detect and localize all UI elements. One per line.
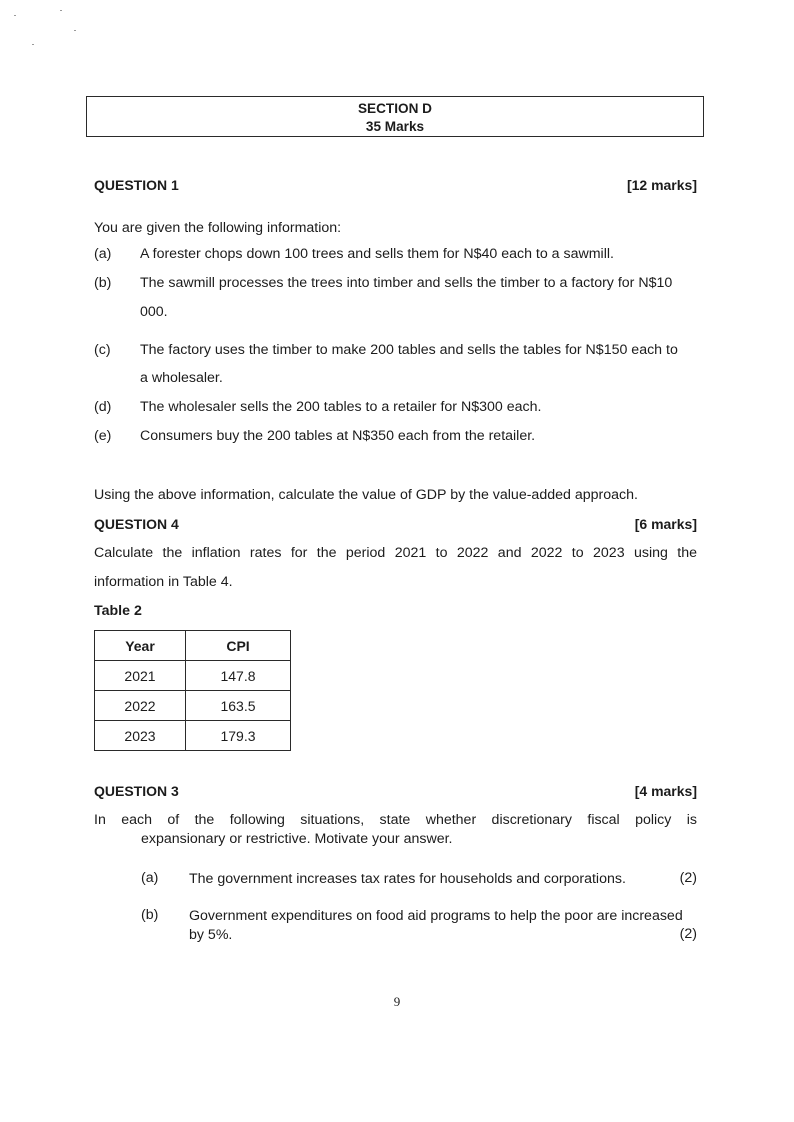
item-marks: (2): [679, 870, 697, 886]
question-3-intro: In each of the following situations, state whether discretionary fiscal policy is: [94, 812, 697, 828]
table-header-year: Year: [95, 631, 186, 661]
scan-speck: [14, 15, 16, 16]
table-cell-year: 2021: [95, 661, 186, 691]
section-header-box: [86, 96, 704, 137]
item-text: The wholesaler sells the 200 tables to a retailer for N$300 each.: [140, 399, 542, 415]
question-1-heading: [94, 177, 697, 193]
section-title: SECTION D: [357, 101, 432, 116]
question-4-heading: [94, 516, 697, 532]
item-label: (a): [141, 870, 159, 886]
table-row: [95, 721, 291, 751]
item-marks: (2): [679, 926, 697, 942]
item-text: The factory uses the timber to make 200 tables and sells the tables for N$150 each to: [140, 342, 678, 358]
scan-speck: [32, 44, 34, 45]
cpi-table: [94, 630, 291, 751]
question-3-title: QUESTION 3: [94, 783, 179, 799]
section-marks: 35 Marks: [365, 119, 425, 134]
item-label: (e): [94, 428, 112, 444]
item-label: (d): [94, 399, 112, 415]
item-text-continued: 000.: [140, 304, 168, 320]
question-3-item-a: [141, 870, 697, 890]
question-3-item-b: [141, 907, 697, 947]
item-text: Consumers buy the 200 tables at N$350 each from the retailer.: [140, 428, 536, 444]
question-3-intro-continued: expansionary or restrictive. Motivate your answer.: [141, 831, 453, 847]
item-text-continued: a wholesaler.: [140, 370, 223, 386]
question-1-task: Using the above information, calculate the value of GDP by the value-added approach.: [94, 487, 638, 503]
table-cell-cpi: 163.5: [186, 691, 291, 721]
item-label: (a): [94, 246, 112, 262]
item-label: (c): [94, 342, 111, 358]
page-number: 9: [393, 994, 401, 1009]
table-row: [95, 661, 291, 691]
table-cell-cpi: 179.3: [186, 721, 291, 751]
scan-speck: [74, 30, 76, 31]
item-text-continued: by 5%.: [189, 927, 233, 943]
question-4-text-continued: information in Table 4.: [94, 574, 233, 590]
question-4-title: QUESTION 4: [94, 516, 179, 532]
table-cell-cpi: 147.8: [186, 661, 291, 691]
question-1-title: QUESTION 1: [94, 177, 179, 193]
table-header-row: [95, 631, 291, 661]
table-row: [95, 691, 291, 721]
question-1-intro: You are given the following information:: [94, 220, 342, 236]
item-text: Government expenditures on food aid programs to help the poor are increased: [189, 908, 683, 924]
table-cell-year: 2023: [95, 721, 186, 751]
table-header-cpi: CPI: [186, 631, 291, 661]
item-label: (b): [141, 907, 159, 923]
question-1-marks: [12 marks]: [626, 177, 697, 193]
item-text: The sawmill processes the trees into timber and sells the timber to a factory for N$10: [140, 275, 673, 291]
scan-speck: [60, 10, 62, 11]
question-4-marks: [6 marks]: [634, 516, 697, 532]
item-label: (b): [94, 275, 112, 291]
item-text: The government increases tax rates for households and corporations.: [189, 871, 626, 887]
table-cell-year: 2022: [95, 691, 186, 721]
question-3-marks: [4 marks]: [634, 783, 697, 799]
question-3-heading: [94, 783, 697, 799]
question-4-text: Calculate the inflation rates for the period 2021 to 2022 and 2022 to 2023 using the: [94, 545, 697, 561]
table-caption: Table 2: [94, 603, 142, 619]
item-text: A forester chops down 100 trees and sells them for N$40 each to a sawmill.: [140, 246, 614, 262]
